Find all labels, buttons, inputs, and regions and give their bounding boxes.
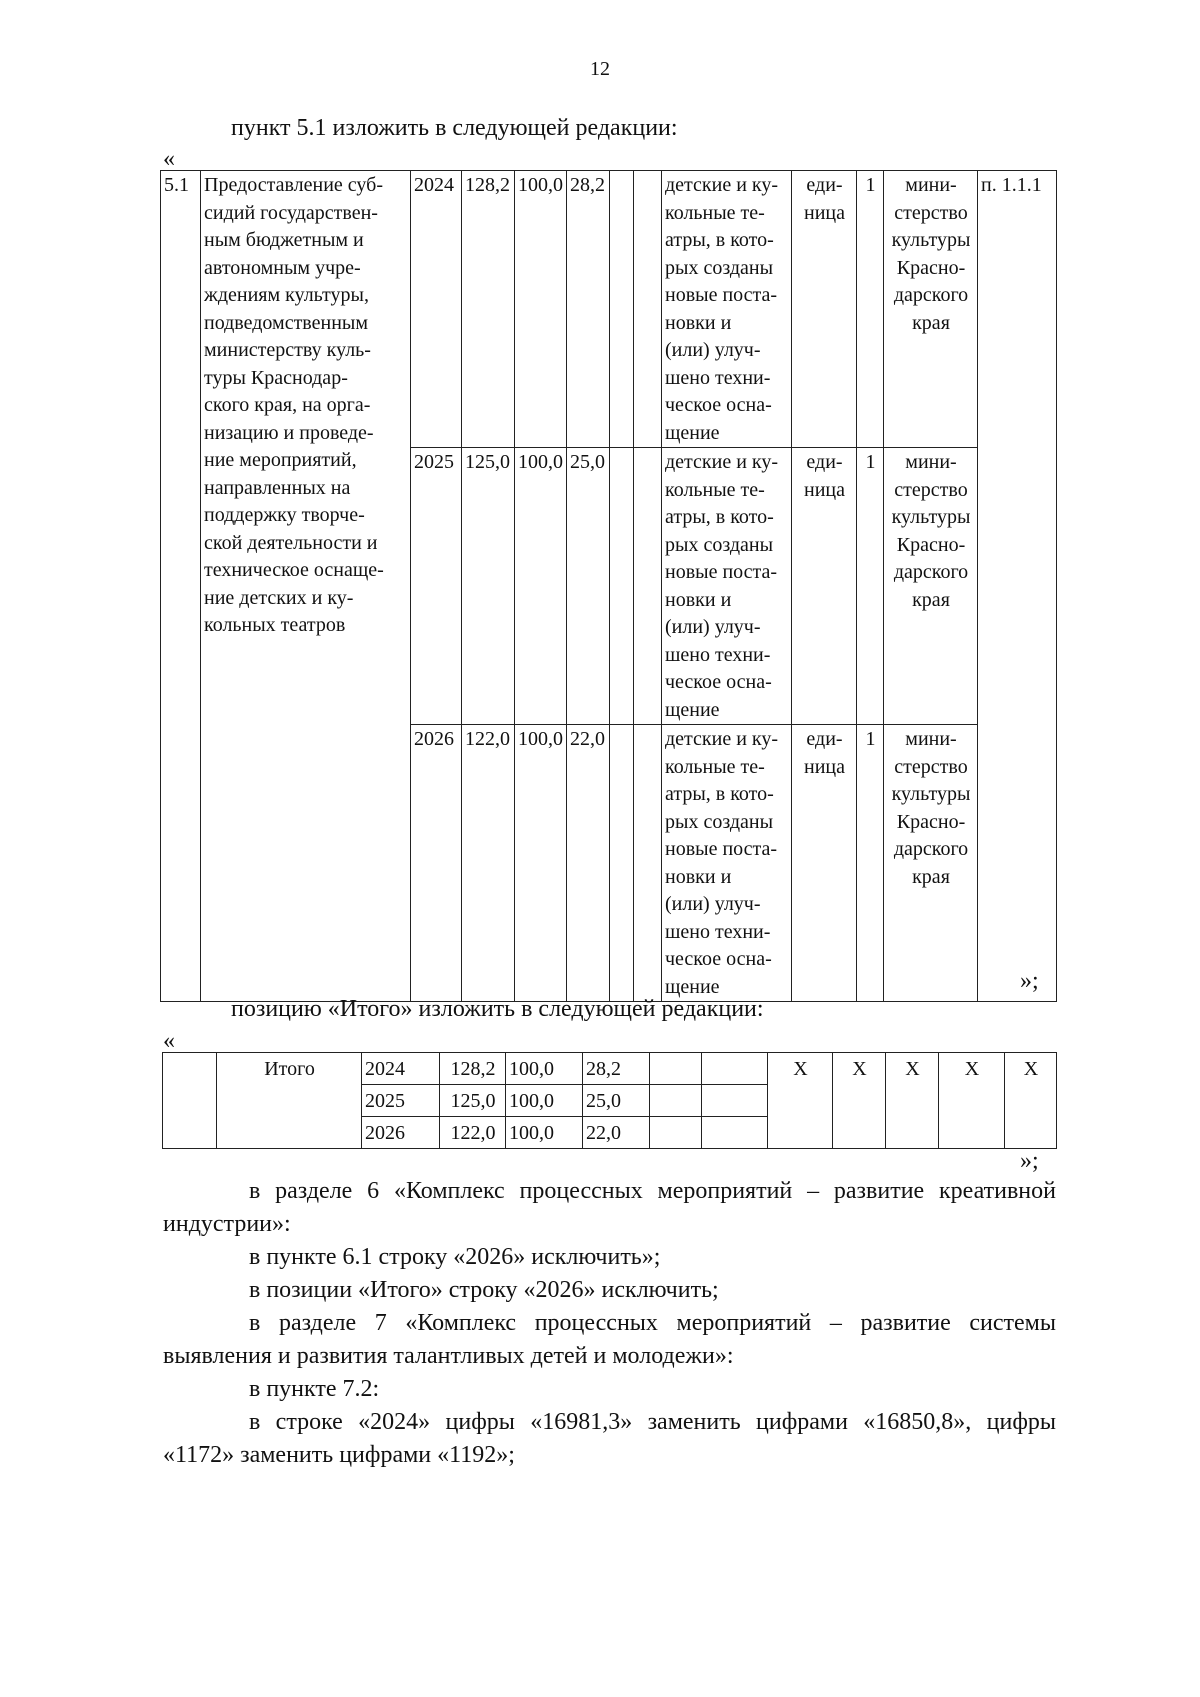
year-cell: 2025 <box>362 1085 440 1117</box>
empty-cell <box>702 1085 768 1117</box>
total-cell: 125,0 <box>440 1085 506 1117</box>
federal-cell: 28,2 <box>567 171 610 448</box>
x-mark-cell: Х <box>886 1053 939 1149</box>
quote-close-2: »; <box>1020 1148 1039 1174</box>
regional-cell: 100,0 <box>506 1117 583 1149</box>
regional-cell: 100,0 <box>515 171 567 448</box>
federal-cell: 25,0 <box>583 1085 650 1117</box>
empty-cell <box>634 448 662 725</box>
total-cell: 122,0 <box>462 725 515 1002</box>
intro-text-2: позицию «Итого» изложить в следующей редакции: <box>231 996 764 1022</box>
value-cell: 1 <box>857 725 884 1002</box>
responsible-cell: мини- стерство культуры Красно- дарского края <box>884 171 978 448</box>
paragraph-section-6: в разделе 6 «Комплекс процессных мероприятий – развитие креативной индустрии»: <box>163 1178 1056 1237</box>
intro-text-1: пункт 5.1 изложить в следующей редакции: <box>231 115 678 141</box>
regional-cell: 100,0 <box>515 725 567 1002</box>
responsible-cell: мини- стерство культуры Красно- дарского края <box>884 448 978 725</box>
unit-cell: еди- ница <box>792 171 857 448</box>
x-mark-cell: Х <box>1005 1053 1057 1149</box>
unit-cell: еди- ница <box>792 725 857 1002</box>
empty-cell <box>163 1053 217 1149</box>
value-cell: 1 <box>857 171 884 448</box>
regional-cell: 100,0 <box>506 1053 583 1085</box>
empty-cell <box>634 725 662 1002</box>
responsible-cell: мини- стерство культуры Красно- дарского края <box>884 725 978 1002</box>
quote-close-1: »; <box>1020 968 1039 994</box>
paragraph-item-6-1: в пункте 6.1 строку «2026» исключить»; <box>249 1244 661 1270</box>
subsidy-table <box>160 170 1057 1002</box>
total-table <box>162 1052 1057 1149</box>
x-mark-cell: Х <box>939 1053 1005 1149</box>
result-cell: детские и ку- кольные те- атры, в кото- рых созданы новые поста- новки и (или) улуч- шено техни- ческое осна- щение <box>662 725 792 1002</box>
paragraph-total-6: в позиции «Итого» строку «2026» исключить; <box>249 1277 719 1303</box>
federal-cell: 28,2 <box>583 1053 650 1085</box>
empty-cell <box>610 725 634 1002</box>
x-mark-cell: Х <box>768 1053 833 1149</box>
year-cell: 2025 <box>411 448 462 725</box>
total-cell: 122,0 <box>440 1117 506 1149</box>
empty-cell <box>650 1117 702 1149</box>
result-cell: детские и ку- кольные те- атры, в кото- рых созданы новые поста- новки и (или) улуч- шено техни- ческое осна- щение <box>662 448 792 725</box>
total-cell: 128,2 <box>462 171 515 448</box>
total-label: Итого <box>217 1053 362 1149</box>
item-title: Предоставление суб- сидий государствен- ным бюджетным и автономным учре- ждениям культуры, подведомственным министерству куль- туры Краснодар- ского края, на орга- низацию и проведе- ние мероприятий, направленных на поддержку творче- ской деятельности и техническое оснаще- ние детских и ку- кольных театров <box>201 171 411 1002</box>
paragraph-item-7-2: в пункте 7.2: <box>249 1376 380 1402</box>
empty-cell <box>610 448 634 725</box>
unit-cell: еди- ница <box>792 448 857 725</box>
federal-cell: 22,0 <box>567 725 610 1002</box>
year-cell: 2024 <box>362 1053 440 1085</box>
empty-cell <box>610 171 634 448</box>
value-cell: 1 <box>857 448 884 725</box>
page-number: 12 <box>590 58 610 80</box>
empty-cell <box>650 1053 702 1085</box>
quote-open-1: « <box>163 146 175 172</box>
year-cell: 2024 <box>411 171 462 448</box>
empty-cell <box>702 1053 768 1085</box>
reference-cell: п. 1.1.1 <box>978 171 1057 1002</box>
regional-cell: 100,0 <box>506 1085 583 1117</box>
paragraph-replace-2024: в строке «2024» цифры «16981,3» заменить цифрами «16850,8», цифры «1172» заменить цифрами «1192»; <box>163 1409 1056 1468</box>
regional-cell: 100,0 <box>515 448 567 725</box>
empty-cell <box>634 171 662 448</box>
federal-cell: 25,0 <box>567 448 610 725</box>
empty-cell <box>702 1117 768 1149</box>
total-cell: 125,0 <box>462 448 515 725</box>
empty-cell <box>650 1085 702 1117</box>
quote-open-2: « <box>163 1028 175 1054</box>
x-mark-cell: Х <box>833 1053 886 1149</box>
item-number: 5.1 <box>161 171 201 1002</box>
result-cell: детские и ку- кольные те- атры, в кото- рых созданы новые поста- новки и (или) улуч- шено техни- ческое осна- щение <box>662 171 792 448</box>
paragraph-section-7: в разделе 7 «Комплекс процессных мероприятий – развитие системы выявления и развития талантливых детей и молодежи»: <box>163 1310 1056 1369</box>
body-text <box>163 1175 1056 1472</box>
year-cell: 2026 <box>411 725 462 1002</box>
total-cell: 128,2 <box>440 1053 506 1085</box>
year-cell: 2026 <box>362 1117 440 1149</box>
federal-cell: 22,0 <box>583 1117 650 1149</box>
